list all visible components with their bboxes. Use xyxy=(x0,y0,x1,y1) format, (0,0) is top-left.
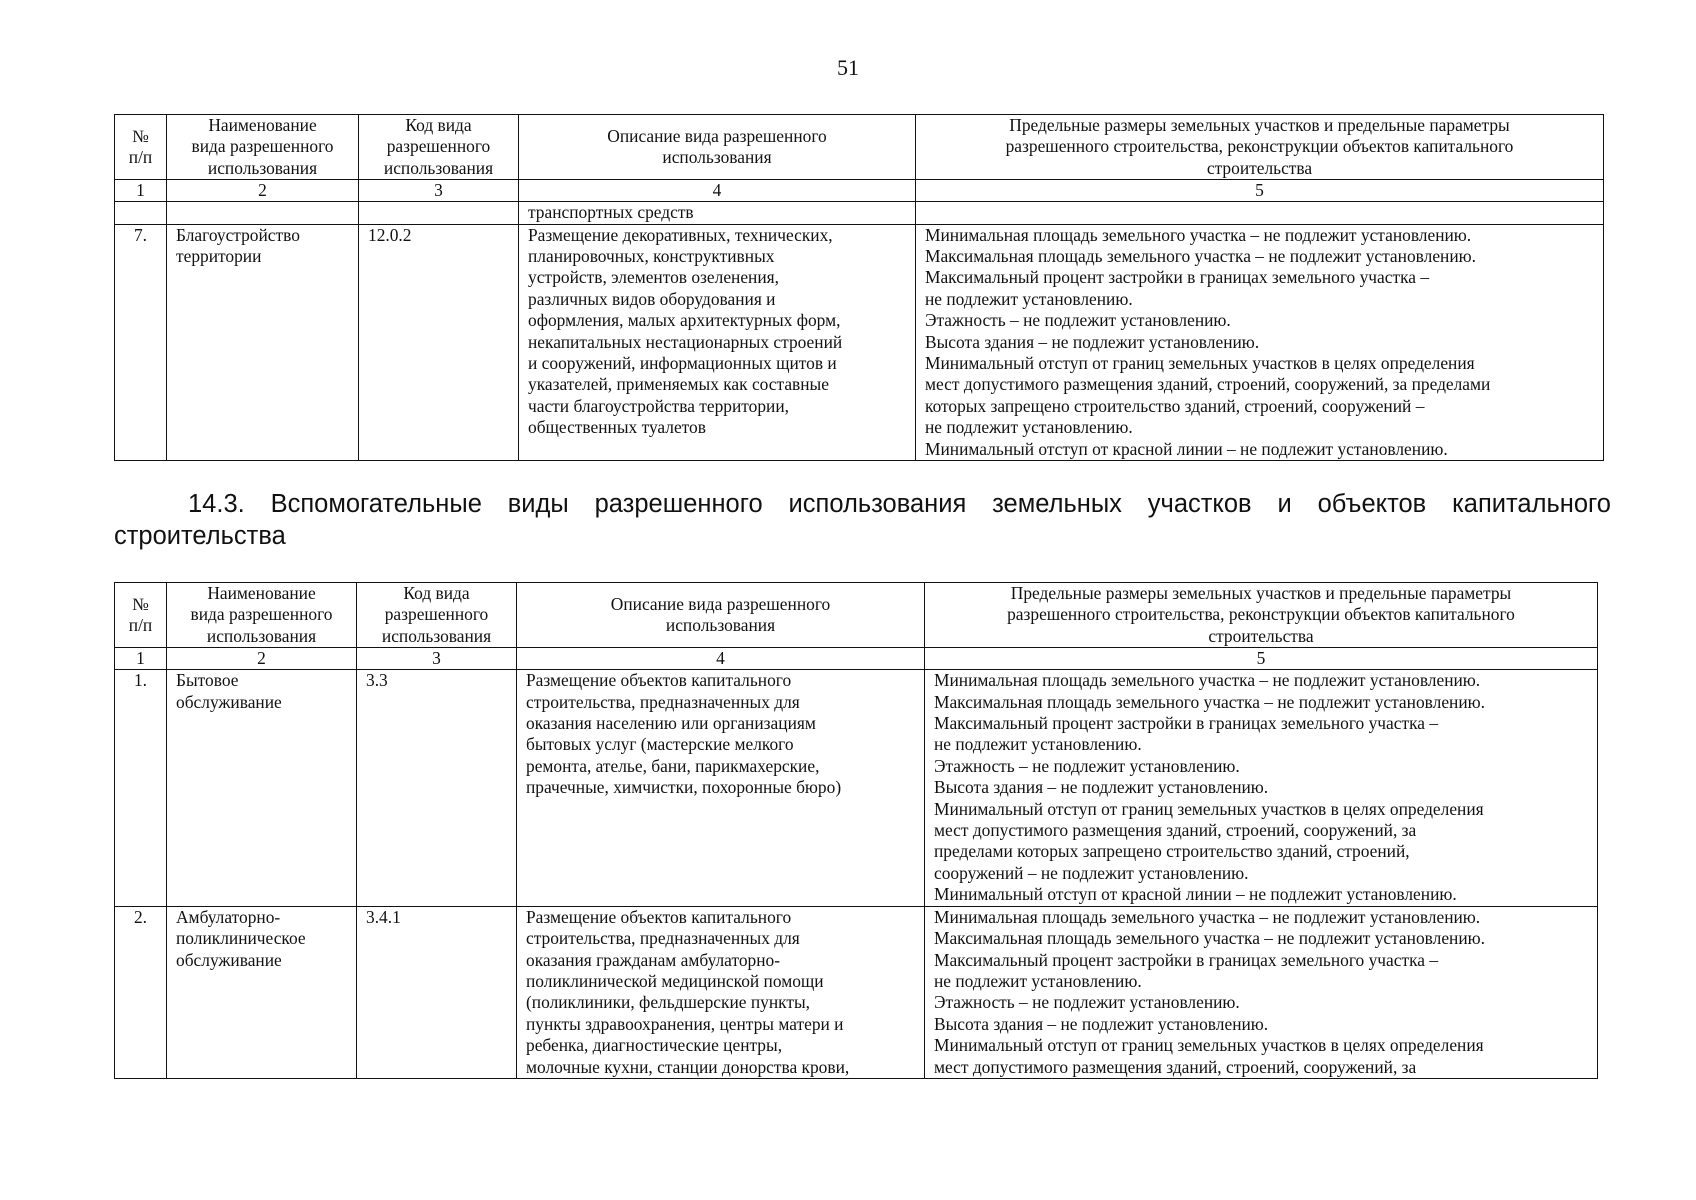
header-description: Описание вида разрешенного использования xyxy=(519,115,916,180)
use-code: 3.3 xyxy=(357,670,517,906)
header-name: Наименование вида разрешенного использования xyxy=(167,115,359,180)
use-parameters: Минимальная площадь земельного участка – не подлежит установлению. Максимальная площадь земельного участка – не подлежит установлению. Максимальный процент застройки в границах земельного участка – не подлежит установлению. Этажность – не подлежит установлению. Высота здания – не подлежит установлению. Минимальный отступ от границ земельных участков в целях определения мест допустимого размещения зданий, строений, сооружений, за xyxy=(925,906,1598,1078)
use-description: Размещение объектов капитального строительства, предназначенных для оказания населению или организациям бытовых услуг (мастерские мелкого ремонта, ателье, бани, парикмахерские, прачечные, химчистки, похоронные бюро) xyxy=(517,670,925,906)
main-uses-table xyxy=(114,114,1604,461)
page-number: 51 xyxy=(837,55,859,80)
row-number: 2. xyxy=(115,906,167,1078)
use-parameters: Минимальная площадь земельного участка – не подлежит установлению. Максимальная площадь земельного участка – не подлежит установлению. Максимальный процент застройки в границах земельного участка – не подлежит установлению. Этажность – не подлежит установлению. Высота здания – не подлежит установлению. Минимальный отступ от границ земельных участков в целях определения мест допустимого размещения зданий, строений, сооружений, за пределами которых запрещено строительство зданий, строений, сооружений – не подлежит установлению. Минимальный отступ от красной линии – не подлежит установлению. xyxy=(925,670,1598,906)
index-cell: 1 xyxy=(115,180,167,202)
auxiliary-uses-table xyxy=(114,582,1598,1079)
table-header-row xyxy=(115,115,1604,180)
section-heading: 14.3. Вспомогательные виды разрешенного использования земельных участков и объектов капитального строительства xyxy=(114,490,1611,550)
index-cell: 3 xyxy=(359,180,519,202)
header-parameters: Предельные размеры земельных участков и предельные параметры разрешенного строительства, реконструкции объектов капитального строительства xyxy=(916,115,1604,180)
index-cell: 4 xyxy=(519,180,916,202)
header-description: Описание вида разрешенного использования xyxy=(517,583,925,648)
column-index-row xyxy=(115,180,1604,202)
header-name: Наименование вида разрешенного использования xyxy=(167,583,357,648)
table-header-row xyxy=(115,583,1598,648)
use-code: 3.4.1 xyxy=(357,906,517,1078)
index-cell: 5 xyxy=(916,180,1604,202)
row-number: 1. xyxy=(115,670,167,906)
row-number: 7. xyxy=(115,224,167,460)
index-cell: 3 xyxy=(357,648,517,670)
header-parameters: Предельные размеры земельных участков и предельные параметры разрешенного строительства, реконструкции объектов капитального строительства xyxy=(925,583,1598,648)
table-row xyxy=(115,670,1598,906)
use-name: Амбулаторно- поликлиническое обслуживание xyxy=(167,906,357,1078)
use-description: Размещение объектов капитального строительства, предназначенных для оказания гражданам амбулаторно- поликлинической медицинской помощи (поликлиники, фельдшерские пункты, пункты здравоохранения, центры матери и ребенка, диагностические центры, молочные кухни, станции донорства крови, xyxy=(517,906,925,1078)
column-index-row xyxy=(115,648,1598,670)
continuation-row xyxy=(115,202,1604,224)
header-number: № п/п xyxy=(115,583,167,648)
index-cell: 4 xyxy=(517,648,925,670)
use-description: Размещение декоративных, технических, планировочных, конструктивных устройств, элементов озеленения, различных видов оборудования и оформления, малых архитектурных форм, некапитальных нестационарных строений и сооружений, информационных щитов и указателей, применяемых как составные части благоустройства территории, общественных туалетов xyxy=(519,224,916,460)
use-name: Благоустройство территории xyxy=(167,224,359,460)
table-row xyxy=(115,224,1604,460)
index-cell: 5 xyxy=(925,648,1598,670)
index-cell: 2 xyxy=(167,180,359,202)
table-row xyxy=(115,906,1598,1078)
use-name: Бытовое обслуживание xyxy=(167,670,357,906)
index-cell: 1 xyxy=(115,648,167,670)
use-parameters: Минимальная площадь земельного участка – не подлежит установлению. Максимальная площадь земельного участка – не подлежит установлению. Максимальный процент застройки в границах земельного участка – не подлежит установлению. Этажность – не подлежит установлению. Высота здания – не подлежит установлению. Минимальный отступ от границ земельных участков в целях определения мест допустимого размещения зданий, строений, сооружений, за пределами которых запрещено строительство зданий, строений, сооружений – не подлежит установлению. Минимальный отступ от красной линии – не подлежит установлению. xyxy=(916,224,1604,460)
header-code: Код вида разрешенного использования xyxy=(359,115,519,180)
index-cell: 2 xyxy=(167,648,357,670)
header-number: № п/п xyxy=(115,115,167,180)
header-code: Код вида разрешенного использования xyxy=(357,583,517,648)
use-code: 12.0.2 xyxy=(359,224,519,460)
continuation-text: транспортных средств xyxy=(519,202,916,224)
